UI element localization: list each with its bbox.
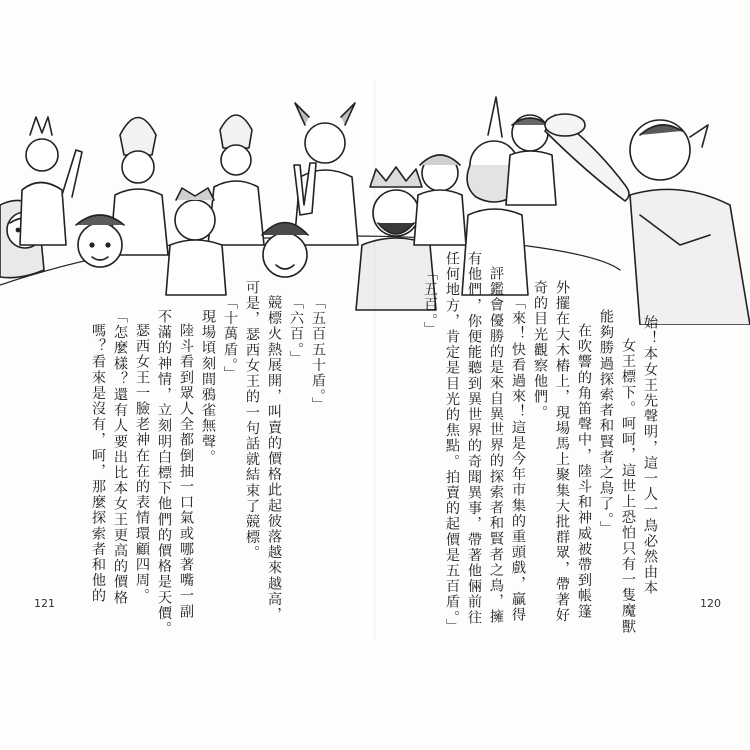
text-line: 現場頃刻間鴉雀無聲。 — [200, 309, 216, 465]
text-line: 「五百五十盾。」 — [310, 295, 326, 413]
page-number-right: 120 — [700, 597, 721, 610]
text-line: 奇的目光觀察他們。 — [532, 280, 548, 421]
text-line: 女王標下。呵呵，這世上恐怕只有一隻魔獸 — [620, 338, 636, 635]
text-line: 競標火熱展開，叫賣的價格此起彼落越來越高， — [266, 295, 282, 623]
page-number-left: 121 — [34, 597, 55, 610]
text-line: 「六百。」 — [288, 295, 304, 366]
text-line: 「來！快看過來！這是今年市集的重頭戲，贏得 — [510, 295, 526, 623]
text-line: 有他們，你便能聽到異世界的奇聞異事，帶著他倆前往 — [466, 251, 482, 626]
text-line: 始！本女王先聲明，這一人一鳥必然由本 — [642, 315, 658, 596]
text-line: 可是，瑟西女王的一句話就結束了競標。 — [244, 280, 260, 561]
text-line: 外擺在大木樁上，現場馬上聚集大批群眾，帶著好 — [554, 280, 570, 624]
text-line: 陸斗看到眾人全都倒抽一口氣或哪著嘴一副 — [178, 323, 194, 620]
text-line: 在吹響的角笛聲中，陸斗和神威被帶到帳篷 — [576, 323, 592, 620]
text-line: 「十萬盾。」 — [222, 295, 238, 382]
text-line: 「五百。」 — [422, 266, 438, 337]
text-line: 評鑑會優勝的是來自異世界的探索者和賢者之鳥，擁 — [488, 266, 504, 625]
text-line: 瑟西女王一臉老神在在的表情環顧四周。 — [134, 323, 150, 604]
text-line: 嗎？看來是沒有，呵，那麼探索者和他的 — [90, 323, 106, 604]
text-line: 「怎麼樣？還有人要出比本女王更高的價格 — [112, 309, 128, 606]
text-line: 能夠勝過探索者和賢者之鳥了。」 — [598, 309, 614, 536]
text-line: 任何地方，肯定是目光的焦點。拍賣的起價是五百盾。」 — [444, 251, 460, 634]
text-line: 不滿的神情，立刻明白標下他們的價格是天價。 — [156, 309, 172, 637]
